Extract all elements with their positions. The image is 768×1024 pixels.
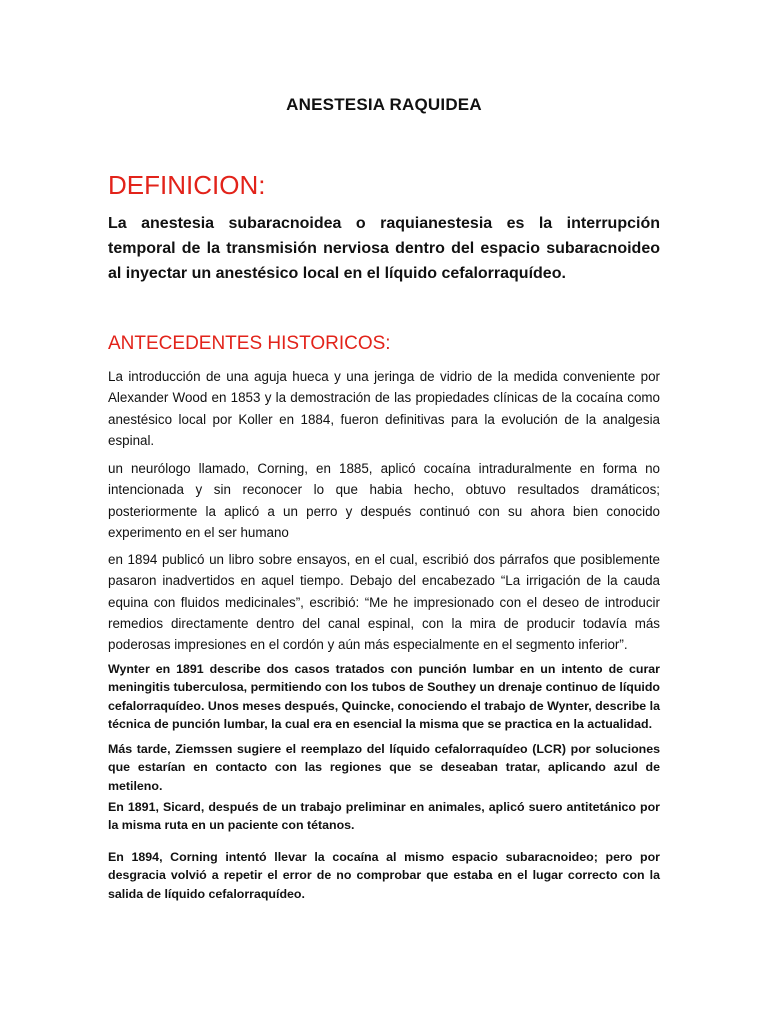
paragraph-corning-1894-error: En 1894, Corning intentó llevar la cocaína al mismo espacio subaracnoideo; pero por desgracia volvió a repetir el error de no comprobar que estaba en el lugar correcto con la salida de líquido cefalorraquídeo.: [108, 850, 660, 901]
paragraph-sicard: En 1891, Sicard, después de un trabajo preliminar en animales, aplicó suero antitetánico por la misma ruta en un paciente con tétanos.: [108, 800, 660, 833]
definicion-heading: DEFINICION:: [108, 170, 266, 200]
antecedentes-heading: ANTECEDENTES HISTORICOS:: [108, 333, 391, 354]
paragraph-ziemssen: Más tarde, Ziemssen sugiere el reemplazo del líquido cefalorraquídeo (LCR) por soluciones que estarían en contacto con las regiones que se deseaban tratar, aplicando azul de metileno.: [108, 742, 660, 793]
paragraph-wynter-quincke: Wynter en 1891 describe dos casos tratados con punción lumbar en un intento de curar meningitis tuberculosa, permitiendo con los tubos de Southey un drenaje continuo de líquido cefalorraquídeo. Unos meses después, Quincke, conociendo el trabajo de Wynter, describe la técnica de punción lumbar, la cual era en esencial la misma que se practica en la actualidad.: [108, 662, 660, 732]
definicion-paragraph: La anestesia subaracnoidea o raquianestesia es la interrupción temporal de la transmisión nerviosa dentro del espacio subaracnoideo al inyectar un anestésico local en el líquido cefalorraquídeo.: [108, 215, 660, 282]
document-title: ANESTESIA RAQUIDEA: [286, 95, 482, 114]
paragraph-corning-1885: un neurólogo llamado, Corning, en 1885, aplicó cocaína intraduralmente en forma no intencionada y sin reconocer lo que habia hecho, obtuvo resultados dramáticos; posteriormente la aplicó a un perro y después continuó con su ahora bien conocido experimento en el ser humano: [108, 461, 660, 540]
paragraph-corning-1894: en 1894 publicó un libro sobre ensayos, en el cual, escribió dos párrafos que posiblemente pasaron inadvertidos en aquel tiempo. Debajo del encabezado “La irrigación de la cauda equina con fluidos medicinales”, escribió: “Me he impresionado con el deseo de introducir remedios directamente dentro del canal espinal, con la mira de producir todavía más poderosas impresiones en el cordón y aún más especialmente en el segmento inferior”.: [108, 552, 660, 653]
paragraph-wood-koller: La introducción de una aguja hueca y una jeringa de vidrio de la medida conveniente por Alexander Wood en 1853 y la demostración de las propiedades clínicas de la cocaína como anestésico local por Koller en 1884, fueron definitivas para la evolución de la analgesia espinal.: [108, 369, 660, 448]
